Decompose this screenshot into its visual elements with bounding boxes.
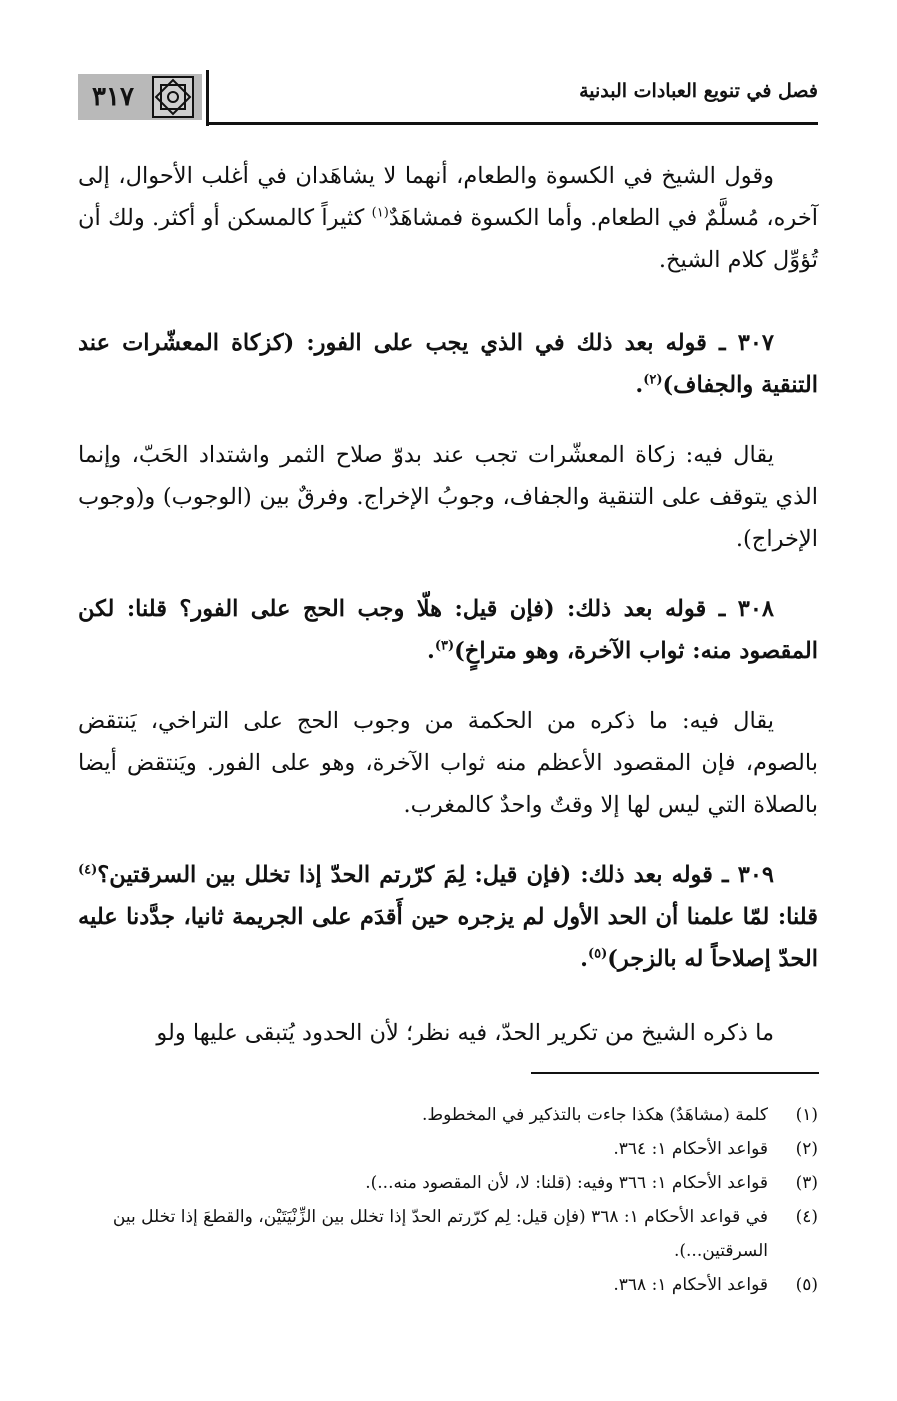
footnote-ref: (٤) — [78, 862, 98, 878]
paragraph: ما ذكره الشيخ من تكرير الحدّ، فيه نظر؛ لأن الحدود يُتبقى عليها ولو — [156, 1020, 774, 1046]
footnote-ref: (٣) — [434, 638, 455, 654]
footnote: (٣) قواعد الأحكام ١: ٣٦٦ وفيه: (قلنا: لا، لأن المقصود منه...). — [365, 1173, 818, 1193]
paragraph: يقال فيه: زكاة المعشّرات تجب عند بدوّ صلاح الثمر واشتداد الحَبّ، وإنما الذي يتوقف على التنقية والجفاف، وجوبُ الإخراج. وفرقٌ بين (الوجوب) و(وجوب الإخراج). — [78, 442, 818, 552]
ornament-icon — [152, 76, 194, 118]
running-header — [78, 70, 818, 128]
footnote: (٢) قواعد الأحكام ١: ٣٦٤. — [613, 1139, 818, 1159]
footnote-ref: (٥) — [587, 946, 608, 962]
quoted-statement: ٣٠٩ ـ قوله بعد ذلك: (فإن قيل: لِمَ كرّرتم الحدّ إذا تخلل بين السرقتين؟$^{(٤)}$ قلنا: لمّا علمنا أن الحد الأول لم يزجره حين أَقدَم على الجريمة ثانيا، جدَّدنا عليه الحدّ إصلاحاً له بالزجر)$^{(٥)}$. — [78, 862, 818, 972]
footnote-ref: (٢) — [643, 372, 663, 388]
chapter-title: فصل في تنويع العبادات البدنية — [579, 80, 818, 102]
footnote-ref: (١) — [371, 205, 389, 221]
page-number-box — [78, 74, 202, 120]
quoted-statement: ٣٠٧ ـ قوله بعد ذلك في الذي يجب على الفور: (كزكاة المعشّرات عند التنقية والجفاف)$^{(٢)}$. — [78, 330, 818, 398]
footnote: (١) كلمة (مشاهَدٌ) هكذا جاءت بالتذكير في المخطوط. — [422, 1105, 818, 1125]
header-divider — [206, 70, 209, 126]
footnote-separator — [531, 1072, 819, 1074]
quoted-statement: ٣٠٨ ـ قوله بعد ذلك: (فإن قيل: هلّا وجب الحج على الفور؟ قلنا: لكن المقصود منه: ثواب الآخرة، وهو متراخٍ)$^{(٣)}$. — [78, 596, 818, 664]
footnote: (٤) في قواعد الأحكام ١: ٣٦٨ (فإن قيل: لِم كرّرتم الحدّ إذا تخلل بين الزِّنْيَتَيْن، والقطعَ إذا تخلل بين السرقتين...). — [112, 1207, 818, 1261]
footnote: (٥) قواعد الأحكام ١: ٣٦٨. — [613, 1275, 818, 1295]
footnotes — [70, 1098, 818, 1302]
paragraph: وقول الشيخ في الكسوة والطعام، أنهما لا يشاهَدان في أغلب الأحوال، إلى آخره، مُسلَّمٌ في الطعام. وأما الكسوة فمشاهَدٌ$^{(١)}$ كثيراً كالمسكن أو أكثر. ولك أن تُؤوِّل كلام الشيخ. — [78, 163, 818, 273]
paragraph: يقال فيه: ما ذكره من الحكمة من وجوب الحج على التراخي، يَنتقض بالصوم، فإن المقصود الأعظم منه ثواب الآخرة، وهو على الفور. ويَنتقض أيضا بالصلاة التي ليس لها إلا وقتٌ واحدٌ كالمغرب. — [78, 708, 818, 818]
page-number: ٣١٧ — [92, 82, 134, 112]
header-rule — [206, 122, 818, 125]
